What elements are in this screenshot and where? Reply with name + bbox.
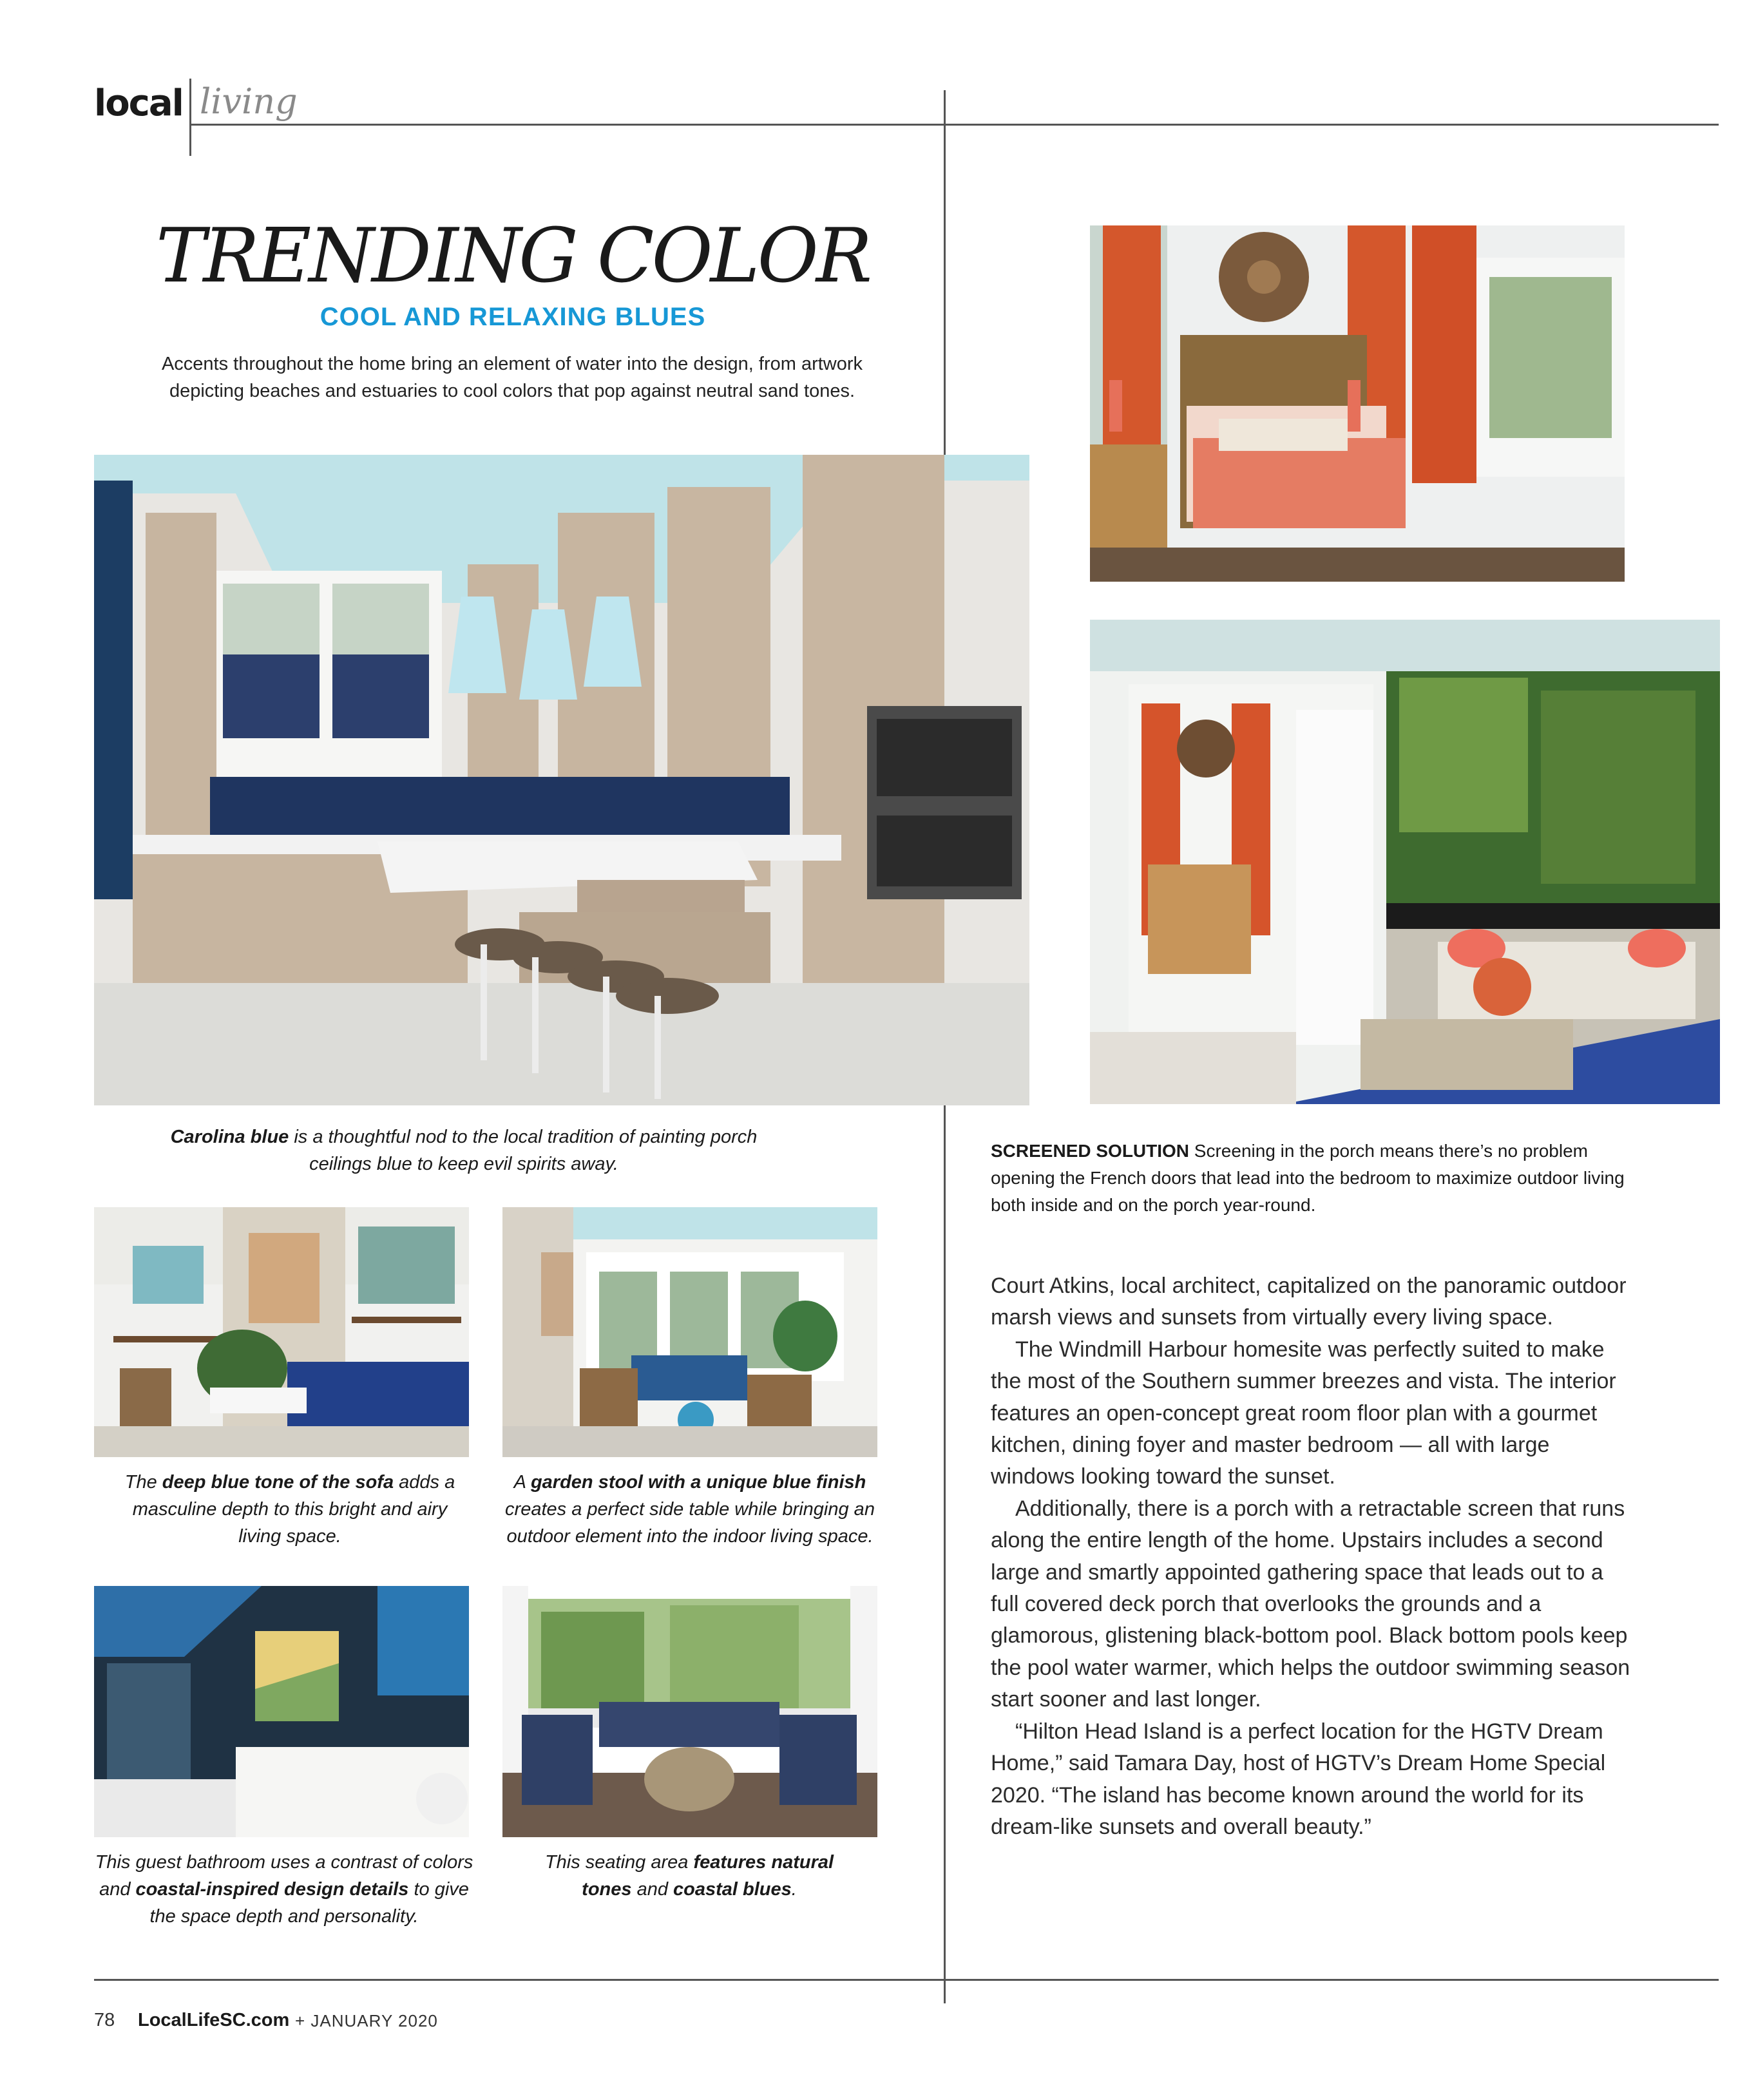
site-link[interactable]: LocalLifeSC.com <box>138 2010 290 2030</box>
intro-text: Accents throughout the home bring an element of water into the design, from artwork depicting beaches and estuaries to cool colors that pop against neutral sand tones. <box>161 354 863 401</box>
body-paragraph: Court Atkins, local architect, capitalized on the panoramic outdoor marsh views and sunsets from virtually every living space. <box>991 1274 1627 1330</box>
sofa-caption: The deep blue tone of the sofa adds a masculine depth to this bright and airy living space. <box>124 1472 455 1547</box>
seating-caption: This seating area features natural tones and coastal blues. <box>544 1852 834 1900</box>
bathroom-photo <box>94 1586 469 1837</box>
screened-porch-photo <box>1090 620 1720 1104</box>
logo-divider <box>189 79 191 156</box>
footer-rule <box>94 1979 1719 1981</box>
porch-caption: SCREENED SOLUTION Screening in the porch means there’s no problem opening the French doors that lead into the bedroom to maximize outdoor living both inside and on the porch year-round. <box>991 1141 1625 1215</box>
article-body <box>991 1270 1635 1843</box>
logo-local: local <box>94 82 183 124</box>
issue-date: + JANUARY 2020 <box>295 2011 438 2030</box>
bedroom-photo <box>1090 225 1625 582</box>
kitchen-caption: Carolina blue is a thoughtful nod to the local tradition of painting porch ceilings blue to keep evil spirits away. <box>170 1127 758 1174</box>
subhead: COOL AND RELAXING BLUES <box>320 303 706 331</box>
living-room-stool-photo <box>502 1207 877 1457</box>
logo-living: living <box>200 81 298 122</box>
bathroom-caption: This guest bathroom uses a contrast of colors and coastal-inspired design details to give the space depth and personality. <box>95 1852 473 1927</box>
seating-area-photo <box>502 1586 877 1837</box>
kitchen-photo <box>94 455 1029 1105</box>
page-number: 78 <box>94 2010 115 2030</box>
body-paragraph: The Windmill Harbour homesite was perfectly suited to make the most of the Southern summer breezes and vista. The interior features an open-concept great room floor plan with a gourmet kitchen, dining foyer and master bedroom — all with large windows looking toward the sunset. <box>991 1337 1616 1489</box>
header-rule <box>191 124 1719 126</box>
body-paragraph: “Hilton Head Island is a perfect location for the HGTV Dream Home,” said Tamara Day, host of HGTV’s Dream Home Special 2020. “The island has become known around the world for its dream-like sunsets and overall beauty.” <box>991 1719 1606 1839</box>
living-room-sofa-photo <box>94 1207 469 1457</box>
headline: TRENDING COLOR <box>155 213 870 300</box>
body-paragraph: Additionally, there is a porch with a retractable screen that runs along the entire length of the home. Upstairs includes a second large and smartly appointed gathering space that leads out to a full covered deck porch that overlooks the grounds and a glamorous, glistening black-bottom pool. Black bottom pools keep the pool water warmer, which helps the outdoor swimming season start sooner and last longer. <box>991 1496 1630 1712</box>
stool-caption: A garden stool with a unique blue finish creates a perfect side table while bringing an outdoor element into the indoor living space. <box>505 1472 875 1547</box>
